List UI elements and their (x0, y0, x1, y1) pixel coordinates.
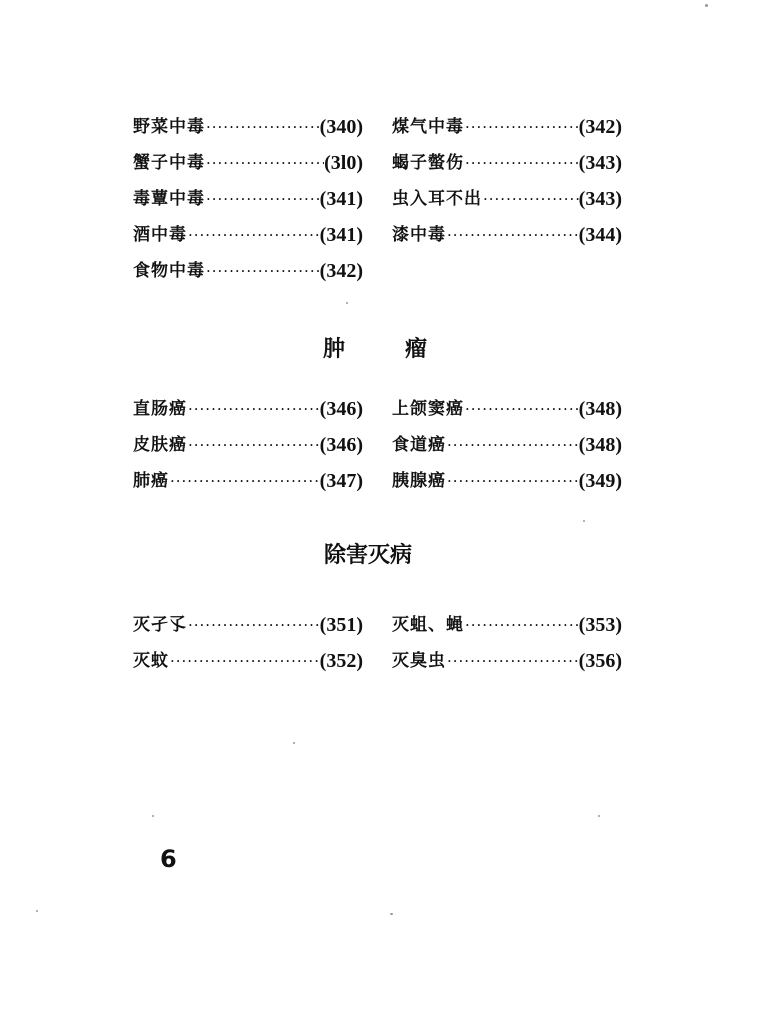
entry-page: (342) (319, 260, 363, 282)
scan-speck (36, 910, 38, 912)
toc-entry (392, 181, 622, 217)
entry-page: (3l0) (324, 152, 363, 174)
entry-page: (343) (578, 152, 622, 174)
leader-dots (205, 181, 320, 217)
toc-entry (392, 463, 622, 499)
leader-dots (205, 145, 324, 181)
leader-dots (446, 463, 579, 499)
leader-dots (446, 217, 579, 253)
section-heading-tumor (323, 332, 427, 363)
leader-dots (464, 145, 579, 181)
entry-title: 直肠癌 (133, 399, 187, 419)
leader-dots (464, 109, 579, 145)
toc-entry (133, 463, 363, 499)
toc-entry (133, 427, 363, 463)
toc-entry (392, 217, 622, 253)
heading-text: 除害灭病 (324, 543, 413, 568)
toc-entry (133, 253, 363, 289)
leader-dots (187, 607, 320, 643)
entry-page: (348) (578, 398, 622, 420)
leader-dots (187, 391, 320, 427)
leader-dots (205, 109, 320, 145)
section1-left-column (133, 109, 363, 289)
page-number: 6 (160, 845, 177, 873)
section-heading-pest-control (324, 538, 412, 569)
toc-entry (133, 145, 363, 181)
entry-page: (356) (578, 650, 622, 672)
scan-speck (346, 302, 348, 304)
entry-title: 食道癌 (392, 435, 446, 455)
section3-left-column (133, 607, 363, 679)
entry-page: (346) (319, 434, 363, 456)
leader-dots (464, 607, 579, 643)
entry-title: 蝎子螫伤 (392, 153, 464, 173)
entry-page: (349) (578, 470, 622, 492)
entry-page: (340) (319, 116, 363, 138)
entry-page: (352) (319, 650, 363, 672)
toc-entry (392, 643, 622, 679)
entry-page: (346) (319, 398, 363, 420)
toc-entry (392, 109, 622, 145)
leader-dots (169, 463, 320, 499)
entry-page: (351) (319, 614, 363, 636)
toc-entry (392, 391, 622, 427)
scan-speck (583, 520, 585, 522)
leader-dots (169, 643, 320, 679)
entry-page: (343) (578, 188, 622, 210)
entry-title: 野菜中毒 (133, 117, 205, 137)
leader-dots (482, 181, 579, 217)
entry-title: 漆中毒 (392, 225, 446, 245)
leader-dots (205, 253, 320, 289)
entry-title: 食物中毒 (133, 261, 205, 281)
section3-right-column (392, 607, 622, 679)
leader-dots (446, 427, 579, 463)
entry-page: (353) (578, 614, 622, 636)
leader-dots (446, 643, 579, 679)
leader-dots (187, 217, 320, 253)
leader-dots (464, 391, 579, 427)
leader-dots (187, 427, 320, 463)
entry-title: 毒蕈中毒 (133, 189, 205, 209)
entry-title: 皮肤癌 (133, 435, 187, 455)
entry-page: (341) (319, 224, 363, 246)
entry-page: (347) (319, 470, 363, 492)
entry-title: 灭蛆、蝇 (392, 615, 464, 635)
toc-entry (392, 145, 622, 181)
entry-title: 虫入耳不出 (392, 189, 482, 209)
entry-title: 灭臭虫 (392, 651, 446, 671)
entry-title: 灭蚊 (133, 651, 169, 671)
section2-left-column (133, 391, 363, 499)
entry-title: 蟹子中毒 (133, 153, 205, 173)
scan-speck (705, 4, 708, 7)
section2-right-column (392, 391, 622, 499)
entry-page: (348) (578, 434, 622, 456)
scan-speck (152, 815, 154, 817)
heading-char-2: 瘤 (405, 337, 428, 362)
entry-title: 灭孑孓 (133, 615, 187, 635)
toc-entry (133, 607, 363, 643)
entry-title: 上颌窦癌 (392, 399, 464, 419)
entry-title: 胰腺癌 (392, 471, 446, 491)
scan-speck (390, 913, 393, 915)
toc-entry (392, 607, 622, 643)
scan-speck (598, 815, 600, 817)
heading-char-1: 肿 (323, 337, 346, 362)
toc-entry (133, 217, 363, 253)
entry-title: 酒中毒 (133, 225, 187, 245)
toc-entry (133, 391, 363, 427)
entry-page: (341) (319, 188, 363, 210)
entry-page: (344) (578, 224, 622, 246)
toc-entry (133, 181, 363, 217)
scan-speck (293, 742, 295, 744)
entry-title: 煤气中毒 (392, 117, 464, 137)
section1-right-column (392, 109, 622, 253)
toc-entry (392, 427, 622, 463)
entry-title: 肺癌 (133, 471, 169, 491)
toc-entry (133, 643, 363, 679)
toc-entry (133, 109, 363, 145)
entry-page: (342) (578, 116, 622, 138)
